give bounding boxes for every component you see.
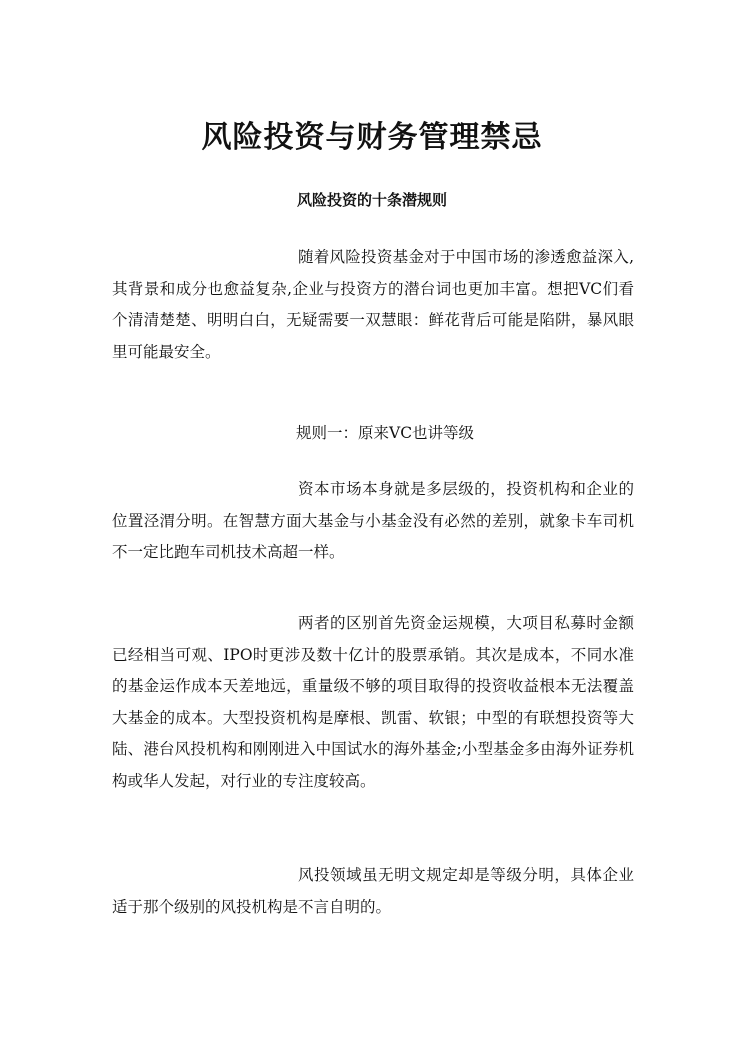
paragraph-1: 资本市场本身就是多层级的，投资机构和企业的位置泾渭分明。在智慧方面大基金与小基金没有必然的差别，就象卡车司机不一定比跑车司机技术高超一样。	[112, 480, 634, 561]
rule-one-heading: 规则一：原来VC也讲等级	[296, 424, 475, 442]
paragraph-3: 风投领域虽无明文规定却是等级分明，具体企业适于那个级别的风投机构是不言自明的。	[112, 866, 634, 916]
intro-paragraph: 随着风险投资基金对于中国市场的渗透愈益深入,其背景和成分也愈益复杂,企业与投资方的潜台词也更加丰富。想把VC们看个清清楚楚、明明白白，无疑需要一双慧眼：鲜花背后可能是陷阱，暴风眼里可能最安全。	[112, 248, 634, 361]
document-title: 风险投资与财务管理禁忌	[201, 120, 543, 155]
document-subtitle: 风险投资的十条潜规则	[296, 191, 447, 209]
paragraph-2: 两者的区别首先资金运规模，大项目私募时金额已经相当可观、IPO时更涉及数十亿计的股票承销。其次是成本，不同水准的基金运作成本天差地远，重量级不够的项目取得的投资收益根本无法覆盖大基金的成本。大型投资机构是摩根、凯雷、软银；中型的有联想投资等大陆、港台风投机构和刚刚进入中国试水的海外基金;小型基金多由海外证券机构或华人发起，对行业的专注度较高。	[112, 614, 634, 790]
